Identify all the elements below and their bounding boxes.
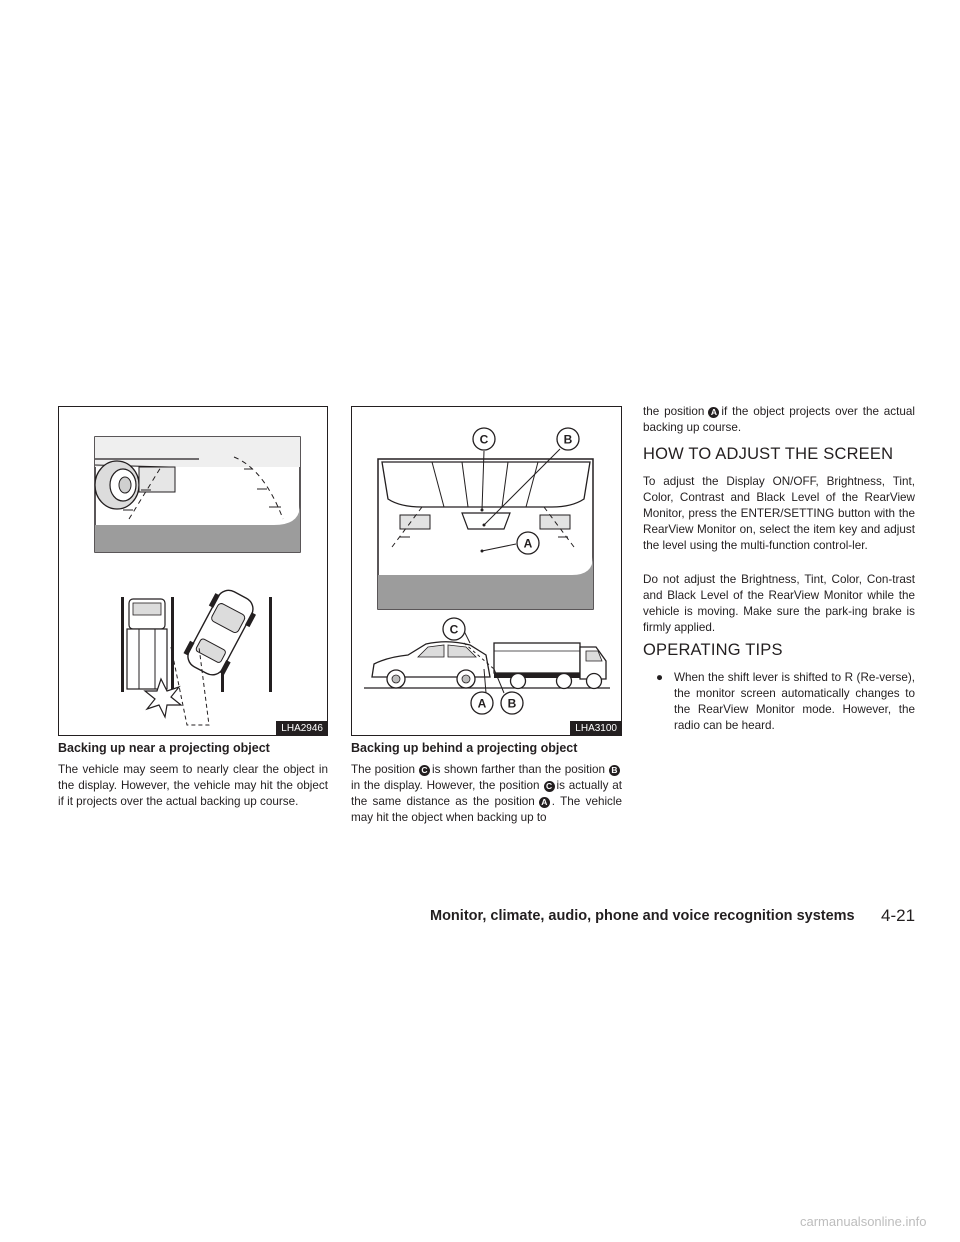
page-number: 4-21 — [881, 906, 916, 925]
body-behind-object — [351, 762, 622, 826]
heading-adjust-screen: HOW TO ADJUST THE SCREEN — [643, 445, 894, 463]
text-run: the position — [643, 405, 705, 418]
marker-c-icon: C — [419, 765, 430, 776]
illustration-backing-near-object — [59, 407, 327, 735]
body-adjust-screen-1: To adjust the Display ON/OFF, Brightness, Tint, Color, Contrast and Black Level of the RearView Monitor, press the ENTER/SETTING button with the RearView Monitor on, select the item key and adjust the level using the multi-function control-ler. — [643, 475, 915, 552]
marker-b-icon: B — [609, 765, 620, 776]
label-b-side: B — [507, 696, 517, 711]
text-run: in the display. However, the position — [351, 779, 540, 792]
watermark: carmanualsonline.info — [800, 1214, 927, 1229]
marker-a-icon: A — [708, 407, 719, 418]
label-c-side: C — [449, 622, 459, 637]
text-run: if the object projects over the actual backing up course. — [643, 405, 915, 434]
continued-text — [643, 404, 915, 436]
label-c-top: C — [479, 432, 489, 447]
text-run: . The vehicle may hit the object when backing up to — [351, 795, 622, 824]
figure-code: LHA3100 — [570, 721, 621, 735]
body-near-object: The vehicle may seem to nearly clear the object in the display. However, the vehicle may hit the object if it projects over the actual backing up course. — [58, 763, 328, 808]
text-run: is actually at the same distance as the position — [351, 779, 622, 808]
tip-text: When the shift lever is shifted to R (Re-verse), the monitor screen automatically changes to the RearView Monitor mode. However, the radio can be heard. — [674, 671, 915, 732]
heading-operating-tips: OPERATING TIPS — [643, 641, 783, 659]
figure-projecting-object-behind — [351, 406, 622, 736]
label-b-top: B — [563, 432, 573, 447]
figure-projecting-object-near — [58, 406, 328, 736]
illustration-backing-behind-object — [352, 407, 621, 735]
bullet-icon: ● — [656, 671, 664, 684]
caption-behind-object: Backing up behind a projecting object — [351, 741, 578, 755]
text-run: The position — [351, 763, 415, 776]
tip-item — [656, 670, 915, 734]
text-run: is shown farther than the position — [431, 763, 605, 776]
label-a-display: A — [523, 536, 533, 551]
caption-near-object: Backing up near a projecting object — [58, 741, 270, 755]
marker-c-icon: C — [544, 781, 555, 792]
body-adjust-screen-2: Do not adjust the Brightness, Tint, Color, Con-trast and Black Level of the RearView Monitor while the vehicle is moving. Make sure the park-ing brake is firmly applied. — [643, 573, 915, 634]
label-a-side: A — [477, 696, 487, 711]
footer-section-title: Monitor, climate, audio, phone and voice recognition systems — [430, 908, 855, 924]
marker-a-icon: A — [539, 797, 550, 808]
figure-code: LHA2946 — [276, 721, 327, 735]
